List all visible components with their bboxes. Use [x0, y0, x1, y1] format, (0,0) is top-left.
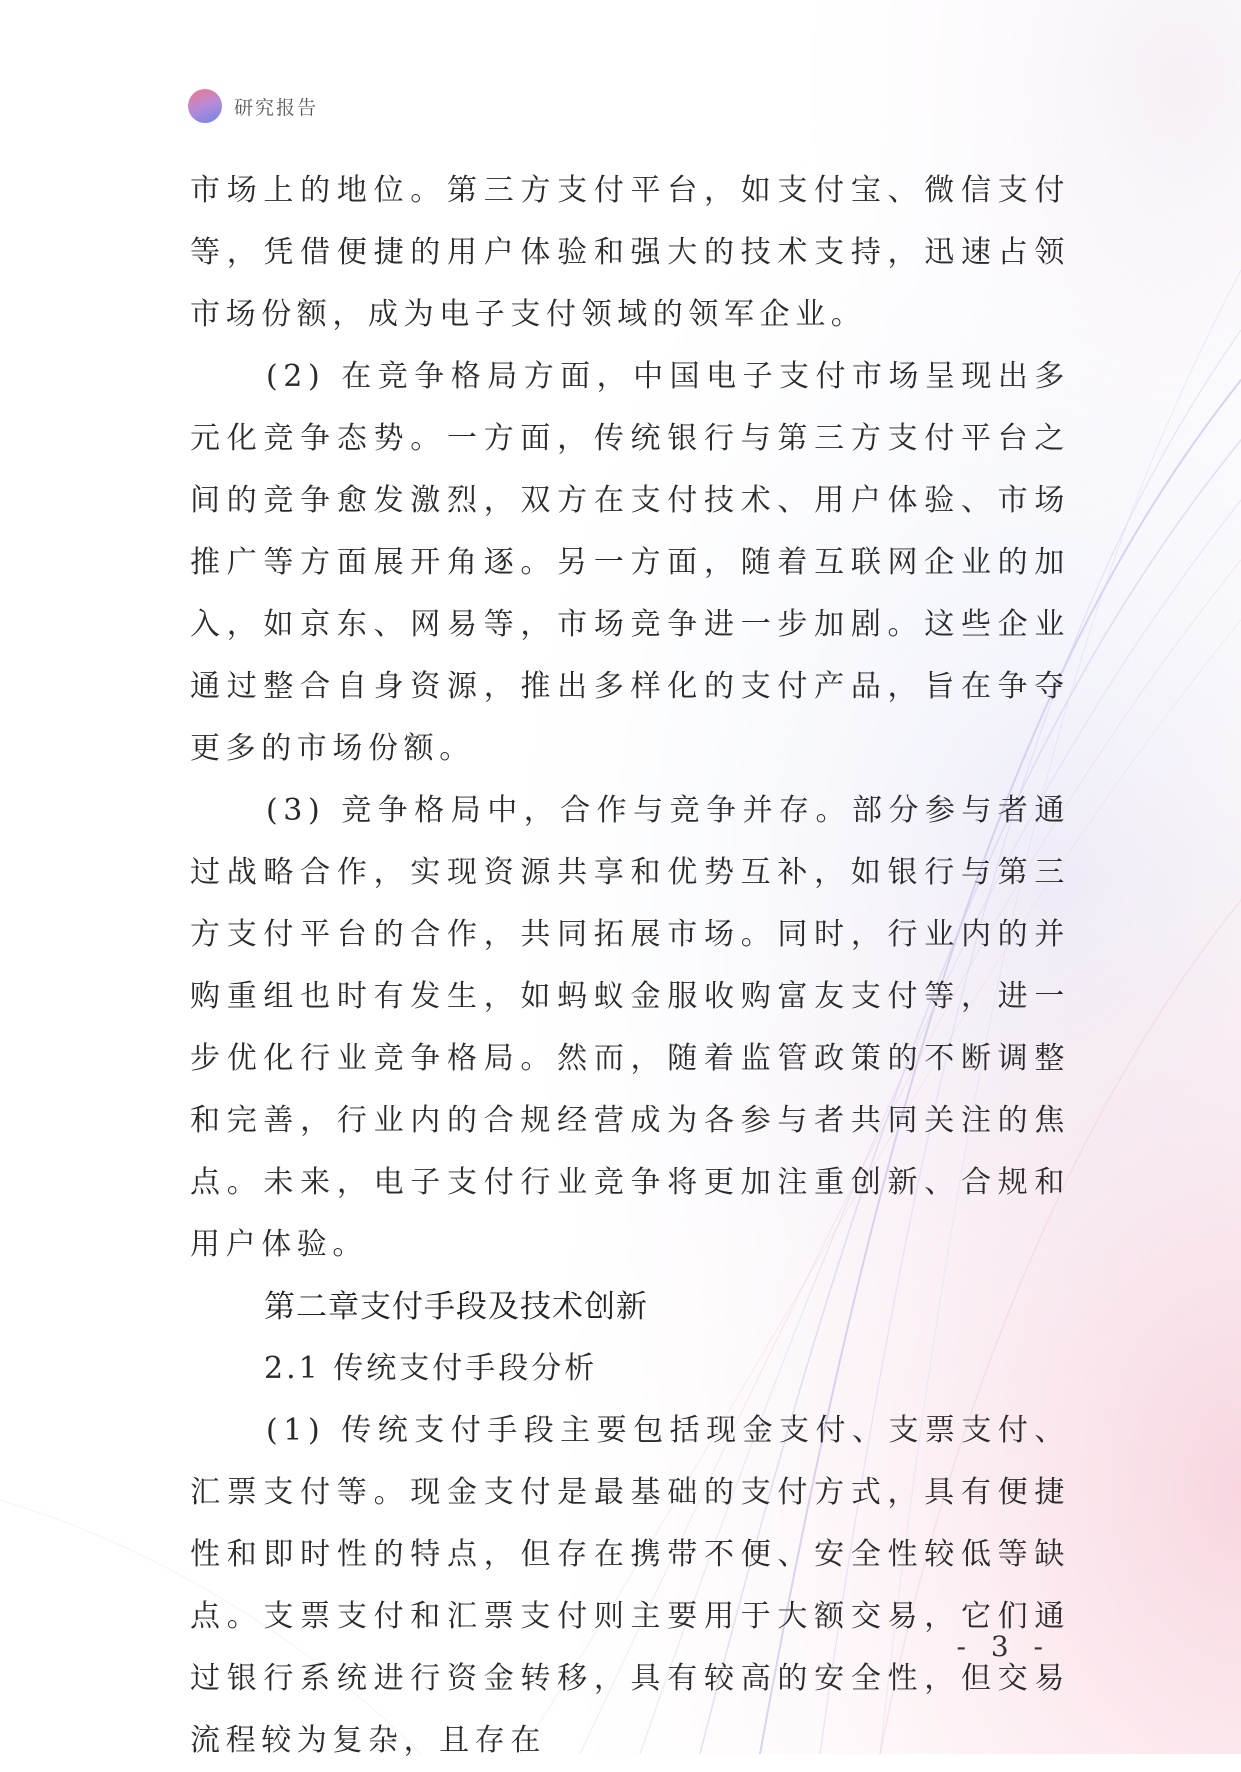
- logo-circle-icon: [188, 89, 222, 123]
- report-header: [188, 88, 318, 124]
- paragraph-cooperation-competition: (3) 竞争格局中，合作与竞争并存。部分参与者通过战略合作，实现资源共享和优势互补，如银行与第三方支付平台的合作，共同拓展市场。同时，行业内的并购重组也时有发生，如蚂蚁金服收购富友支付等，进一步优化行业竞争格局。然而，随着监管政策的不断调整和完善，行业内的合规经营成为各参与者共同关注的焦点。未来，电子支付行业竞争将更加注重创新、合规和用户体验。: [190, 793, 1070, 1262]
- paragraph-competition-pattern: (2) 在竞争格局方面，中国电子支付市场呈现出多元化竞争态势。一方面，传统银行与第三方支付平台之间的竞争愈发激烈，双方在支付技术、用户体验、市场推广等方面展开角逐。另一方面，随着互联网企业的加入，如京东、网易等，市场竞争进一步加剧。这些企业通过整合自身资源，推出多样化的支付产品，旨在争夺更多的市场份额。: [190, 359, 1070, 766]
- chapter-heading: 第二章支付手段及技术创新: [264, 1289, 648, 1325]
- page-number: - 3 -: [956, 1630, 1051, 1663]
- document-body: [190, 160, 1070, 1772]
- paragraph-continued: 市场上的地位。第三方支付平台，如支付宝、微信支付等，凭借便捷的用户体验和强大的技术支持，迅速占领市场份额，成为电子支付领域的领军企业。: [190, 173, 1070, 332]
- paragraph-traditional-payment: (1) 传统支付手段主要包括现金支付、支票支付、汇票支付等。现金支付是最基础的支付方式，具有便捷性和即时性的特点，但存在携带不便、安全性较低等缺点。支票支付和汇票支付则主要用于大额交易，它们通过银行系统进行资金转移，具有较高的安全性，但交易流程较为复杂，且存在: [190, 1413, 1070, 1758]
- header-title: 研究报告: [234, 96, 319, 119]
- section-heading: 2.1 传统支付手段分析: [264, 1351, 598, 1386]
